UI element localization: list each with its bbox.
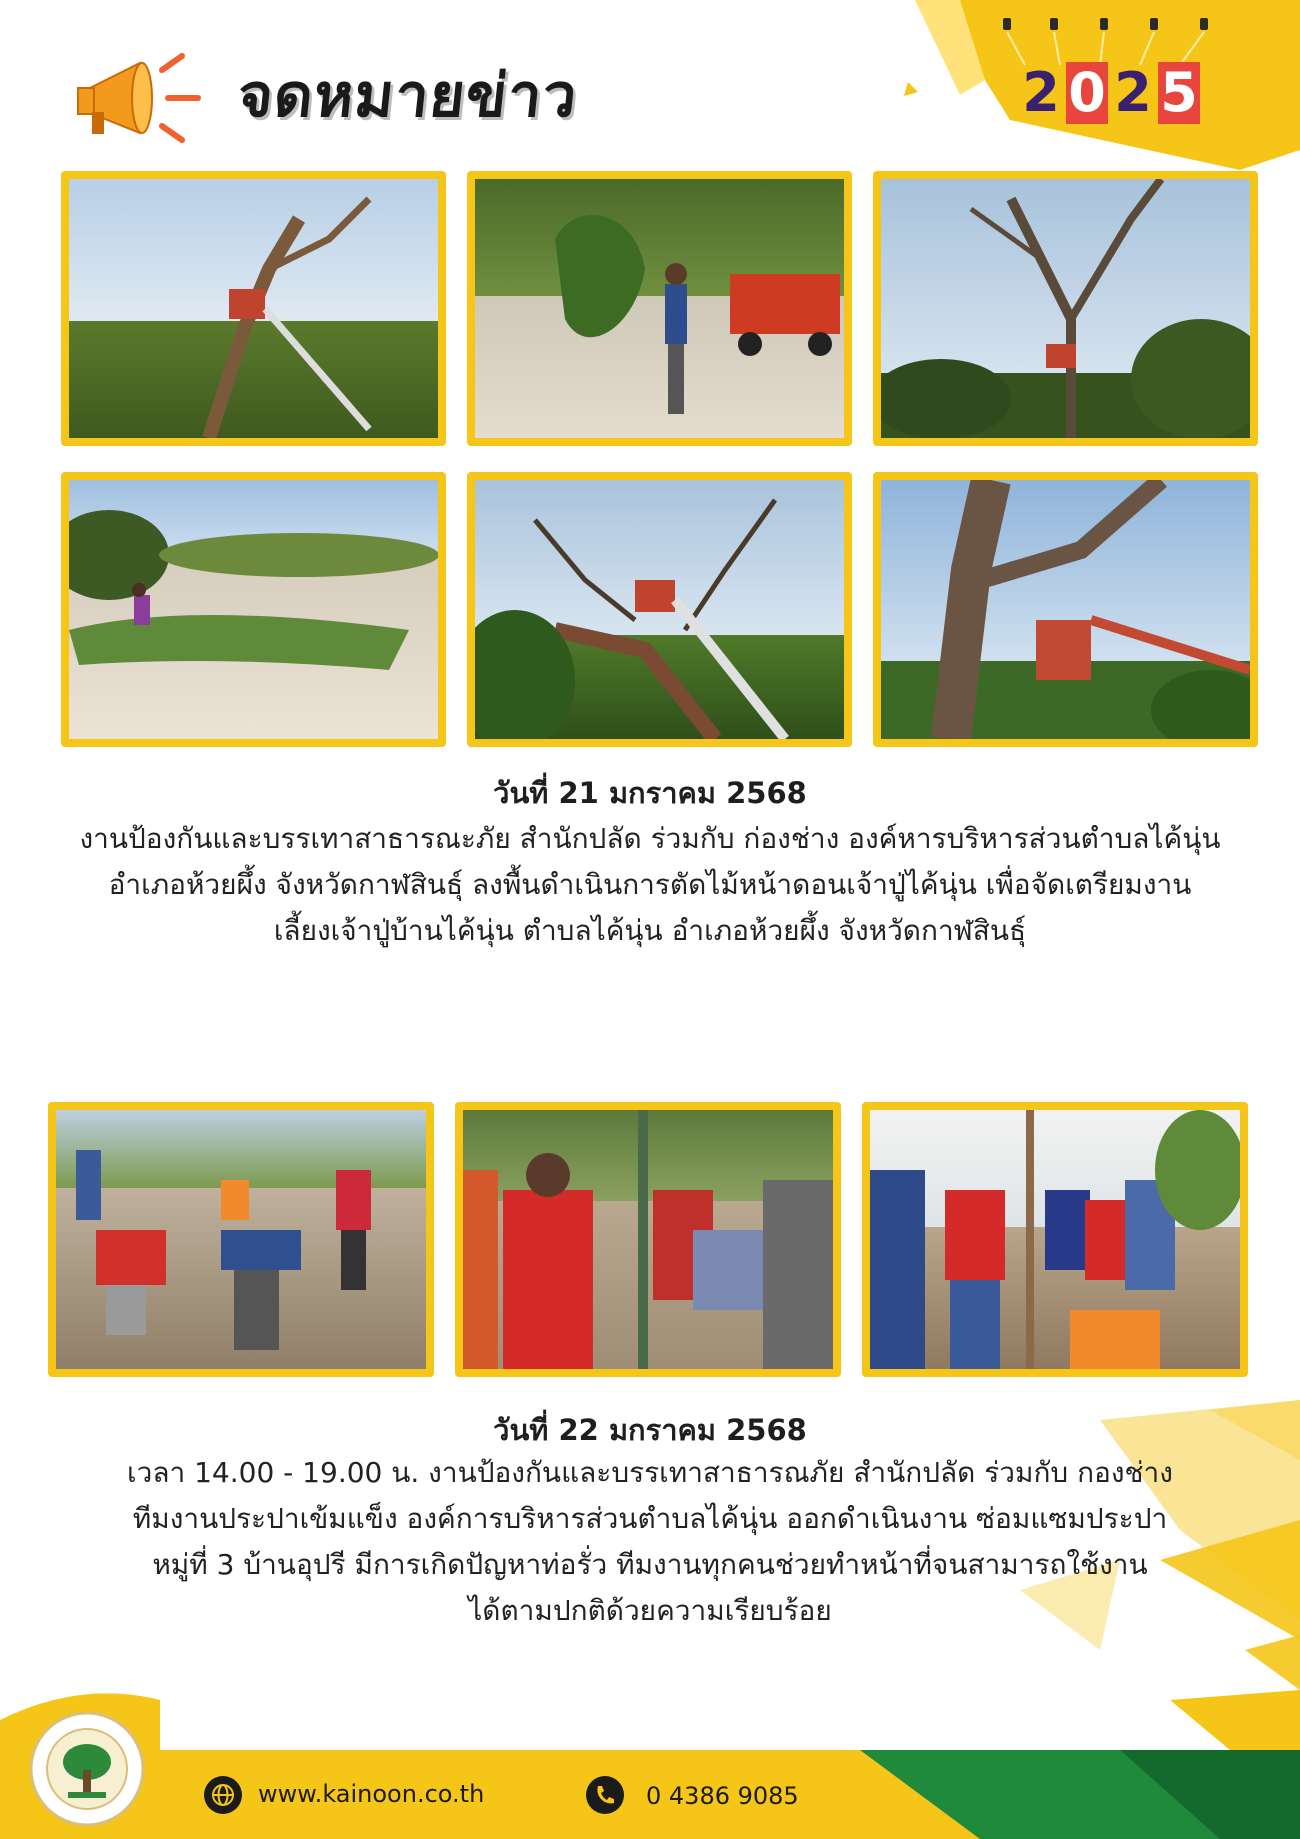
section2-date: วันที่ 22 มกราคม 2568 xyxy=(493,1413,807,1447)
section1-line: เลี้ยงเจ้าปู่บ้านไค้นุ่น ตำบลไค้นุ่น อำเภอห้วยผึ้ง จังหวัดกาฬสินธุ์ xyxy=(273,914,1027,947)
year-digit: 2 xyxy=(1114,61,1152,124)
section1-line: อำเภอห้วยผึ้ง จังหวัดกาฬสินธุ์ ลงพื้นดำเนินการตัดไม้หน้าดอนเจ้าปู่ไค้นุ่น เพื่อจัดเตรียมงาน xyxy=(108,868,1192,901)
page-title: จดหมายข่าว xyxy=(234,61,582,131)
section1-line: งานป้องกันและบรรเทาสาธารณะภัย สำนักปลัด ร่วมกับ ก่องช่าง องค์หารบริหารส่วนตำบลไค้นุ่น xyxy=(79,822,1221,855)
year-digit: 2 xyxy=(1022,61,1060,124)
phone-number[interactable]: 0 4386 9085 xyxy=(646,1782,799,1810)
section2-line: ได้ตามปกติด้วยความเรียบร้อย xyxy=(468,1594,832,1627)
website-link[interactable]: www.kainoon.co.th xyxy=(258,1780,485,1808)
section2-line: หมู่ที่ 3 บ้านอุปรี มีการเกิดปัญหาท่อรั่ว ทีมงานทุกคนช่วยทำหน้าที่จนสามารถใช้งาน xyxy=(152,1548,1148,1581)
section1-date: วันที่ 21 มกราคม 2568 xyxy=(493,776,807,810)
section2-description xyxy=(40,1450,1260,1634)
globe-icon xyxy=(204,1776,242,1814)
year-digit: 5 xyxy=(1158,62,1200,124)
section2-line: เวลา 14.00 - 19.00 น. งานป้องกันและบรรเทาสาธารณภัย สำนักปลัด ร่วมกับ กองช่าง xyxy=(127,1456,1173,1489)
year-digit: 0 xyxy=(1066,62,1108,124)
section2-line: ทีมงานประปาเข้มแข็ง องค์การบริหารส่วนตำบลไค้นุ่น ออกดำเนินงาน ซ่อมแซมประปา xyxy=(132,1502,1168,1535)
footer-band xyxy=(0,1690,1300,1839)
organization-seal-logo xyxy=(28,1710,146,1828)
phone-icon xyxy=(586,1776,624,1814)
